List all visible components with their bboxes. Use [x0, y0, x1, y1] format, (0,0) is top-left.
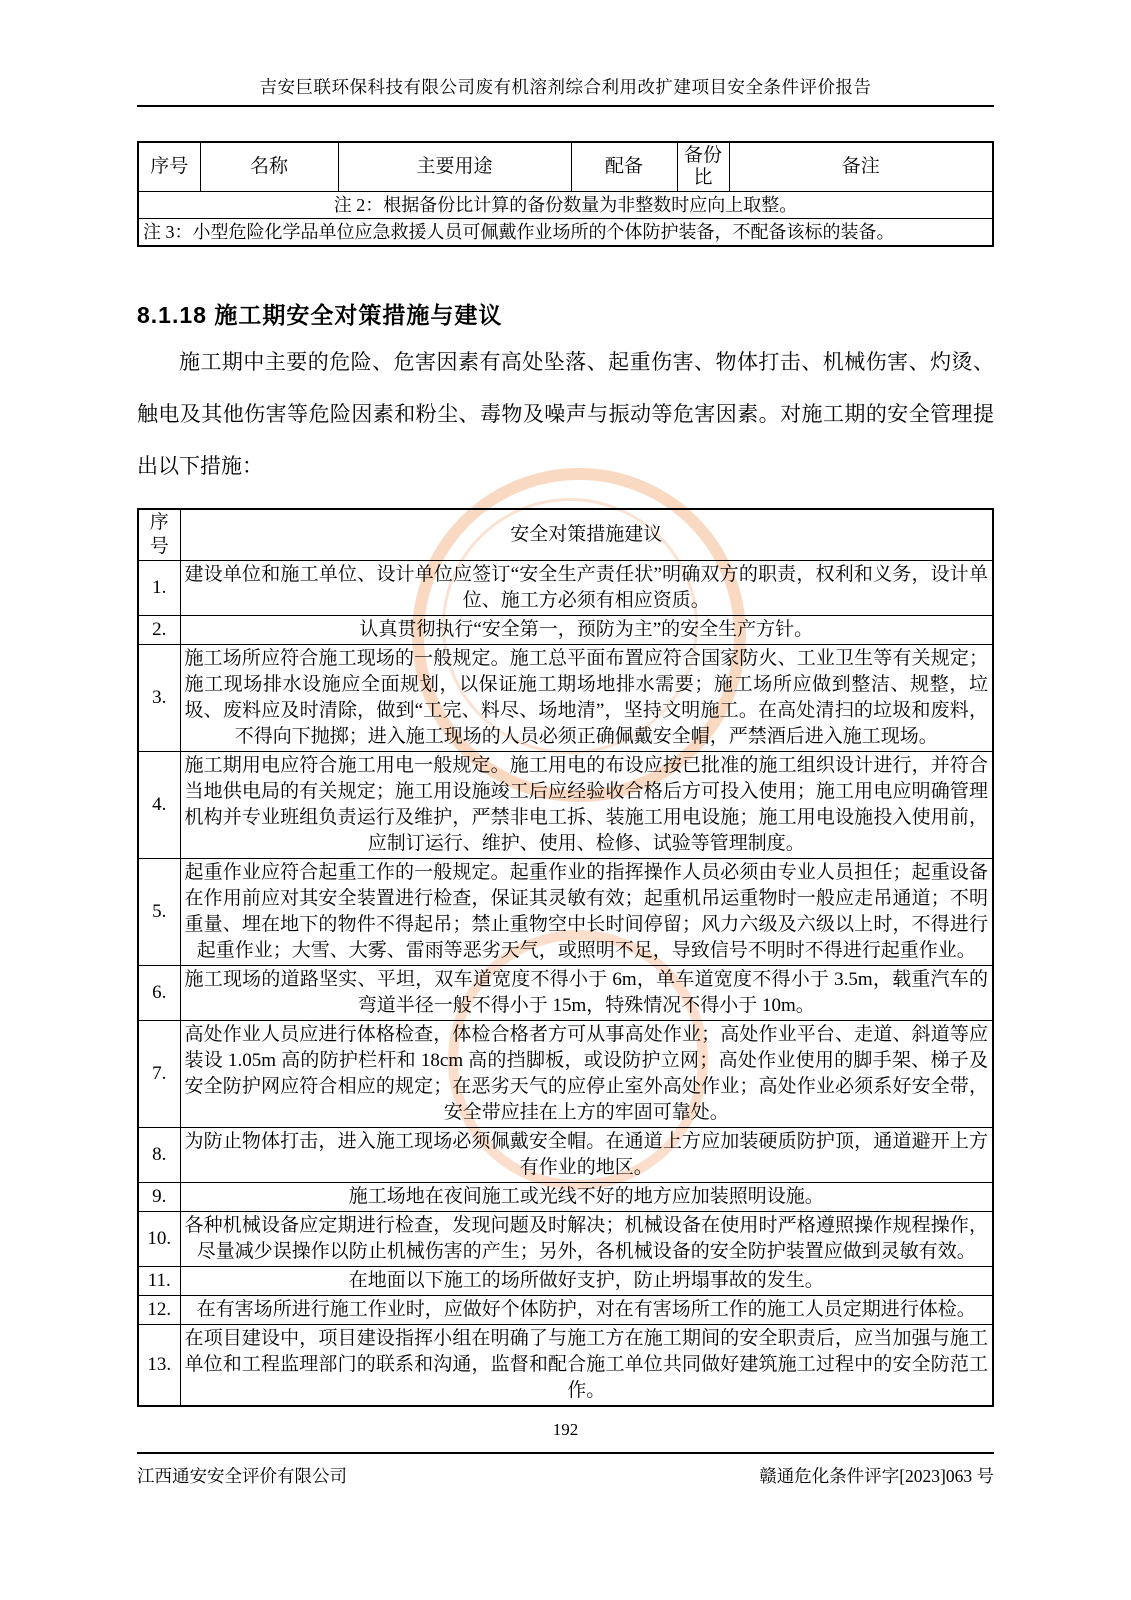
measure-text: 在地面以下施工的场所做好支护，防止坍塌事故的发生。	[180, 1267, 993, 1296]
measure-text: 认真贯彻执行“安全第一，预防为主”的安全生产方针。	[180, 616, 993, 645]
measure-text: 为防止物体打击，进入施工现场必须佩戴安全帽。在通道上方应加装硬质防护顶，通道避开上方有作业的地区。	[180, 1128, 993, 1183]
measure-no: 12.	[138, 1296, 180, 1325]
measures-table	[137, 508, 994, 1407]
measure-row-3	[138, 645, 993, 752]
section-heading: 8.1.18 施工期安全对策措施与建议	[137, 302, 503, 328]
measure-no: 10.	[138, 1212, 180, 1267]
measure-no: 5.	[138, 859, 180, 966]
measure-no: 7.	[138, 1021, 180, 1128]
measure-row-2	[138, 616, 993, 645]
measure-text: 在有害场所进行施工作业时，应做好个体防护，对在有害场所工作的施工人员定期进行体检。	[180, 1296, 993, 1325]
measure-no: 8.	[138, 1128, 180, 1183]
equipment-note-row-3	[138, 219, 993, 247]
page-header	[137, 0, 994, 107]
measure-no: 3.	[138, 645, 180, 752]
measure-text: 施工场地在夜间施工或光线不好的地方应加装照明设施。	[180, 1183, 993, 1212]
equipment-col-no: 序号	[138, 142, 200, 192]
measure-no: 1.	[138, 561, 180, 616]
measures-col-title-header: 安全对策措施建议	[180, 509, 993, 561]
equipment-note-2: 注 2：根据备份比计算的备份数量为非整数时应向上取整。	[138, 192, 993, 219]
equipment-note-row-2	[138, 192, 993, 219]
page-number: 192	[552, 1420, 579, 1439]
measures-col-no-header: 序号	[138, 509, 180, 561]
measure-row-9	[138, 1183, 993, 1212]
equipment-col-backup-ratio: 备份比	[677, 142, 729, 192]
measure-row-5	[138, 859, 993, 966]
measure-text: 各种机械设备应定期进行检查，发现问题及时解决；机械设备在使用时严格遵照操作规程操作，尽量减少误操作以防止机械伤害的产生；另外，各机械设备的安全防护装置应做到灵敏有效。	[180, 1212, 993, 1267]
measure-no: 11.	[138, 1267, 180, 1296]
page-content	[137, 0, 994, 1407]
measure-text: 施工期用电应符合施工用电一般规定。施工用电的布设应按已批准的施工组织设计进行，并符合当地供电局的有关规定；施工用设施竣工后应经验收合格后方可投入使用；施工用电应明确管理机构并专业班组负责运行及维护，严禁非电工拆、装施工用电设施；施工用电设施投入使用前，应制订运行、维护、使用、检修、试验等管理制度。	[180, 752, 993, 859]
measure-row-12	[138, 1296, 993, 1325]
measure-no: 6.	[138, 966, 180, 1021]
measure-text: 施工现场的道路坚实、平坦，双车道宽度不得小于 6m，单车道宽度不得小于 3.5m，载重汽车的弯道半径一般不得小于 15m，特殊情况不得小于 10m。	[180, 966, 993, 1021]
measure-text: 施工场所应符合施工现场的一般规定。施工总平面布置应符合国家防火、工业卫生等有关规定；施工现场排水设施应全面规划，以保证施工期场地排水需要；施工场所应做到整洁、规整，垃圾、废料应及时清除，做到“工完、料尽、场地清”，坚持文明施工。在高处清扫的垃圾和废料，不得向下抛掷；进入施工现场的人员必须正确佩戴安全帽，严禁酒后进入施工现场。	[180, 645, 993, 752]
footer-doc-number: 赣通危化条件评字[2023]063 号	[759, 1466, 994, 1486]
equipment-col-name: 名称	[200, 142, 338, 192]
measure-row-13	[138, 1325, 993, 1407]
equipment-col-equip: 配备	[571, 142, 677, 192]
measure-no: 4.	[138, 752, 180, 859]
measure-row-4	[138, 752, 993, 859]
measure-row-10	[138, 1212, 993, 1267]
measure-no: 9.	[138, 1183, 180, 1212]
header-title: 吉安巨联环保科技有限公司废有机溶剂综合利用改扩建项目安全条件评价报告	[259, 77, 872, 97]
page-footer	[137, 1452, 994, 1488]
equipment-table	[137, 141, 994, 247]
measure-text: 起重作业应符合起重工作的一般规定。起重作业的指挥操作人员必须由专业人员担任；起重设备在作用前应对其安全装置进行检查，保证其灵敏有效；起重机吊运重物时一般应走吊通道；不明重量、埋在地下的物件不得起吊；禁止重物空中长时间停留；风力六级及六级以上时，不得进行起重作业；大雪、大雾、雷雨等恶劣天气，或照明不足，导致信号不明时不得进行起重作业。	[180, 859, 993, 966]
measure-row-7	[138, 1021, 993, 1128]
equipment-col-remark: 备注	[729, 142, 993, 192]
equipment-col-use: 主要用途	[338, 142, 571, 192]
measure-text: 高处作业人员应进行体格检查，体检合格者方可从事高处作业；高处作业平台、走道、斜道等应装设 1.05m 高的防护栏杆和 18cm 高的挡脚板，或设防护立网；高处作业使用的脚手架、梯子及安全防护网应符合相应的规定；在恶劣天气的应停止室外高处作业；高处作业必须系好安全带，安全带应挂在上方的牢固可靠处。	[180, 1021, 993, 1128]
measure-row-8	[138, 1128, 993, 1183]
measure-no: 2.	[138, 616, 180, 645]
equipment-table-header-row	[138, 142, 993, 192]
measure-row-11	[138, 1267, 993, 1296]
measure-no: 13.	[138, 1325, 180, 1407]
measure-row-6	[138, 966, 993, 1021]
measures-header-row	[138, 509, 993, 561]
equipment-note-3: 注 3：小型危险化学品单位应急救援人员可佩戴作业场所的个体防护装备，不配备该标的装备。	[138, 219, 993, 247]
measure-text: 在项目建设中，项目建设指挥小组在明确了与施工方在施工期间的安全职责后，应当加强与施工单位和工程监理部门的联系和沟通，监督和配合施工单位共同做好建筑施工过程中的安全防范工作。	[180, 1325, 993, 1407]
footer-company: 江西通安安全评价有限公司	[137, 1466, 347, 1486]
measure-row-1	[138, 561, 993, 616]
intro-paragraph: 施工期中主要的危险、危害因素有高处坠落、起重伤害、物体打击、机械伤害、灼烫、触电及其他伤害等危险因素和粉尘、毒物及噪声与振动等危害因素。对施工期的安全管理提出以下措施：	[137, 350, 994, 478]
measure-text: 建设单位和施工单位、设计单位应签订“安全生产责任状”明确双方的职责，权利和义务，设计单位、施工方必须有相应资质。	[180, 561, 993, 616]
